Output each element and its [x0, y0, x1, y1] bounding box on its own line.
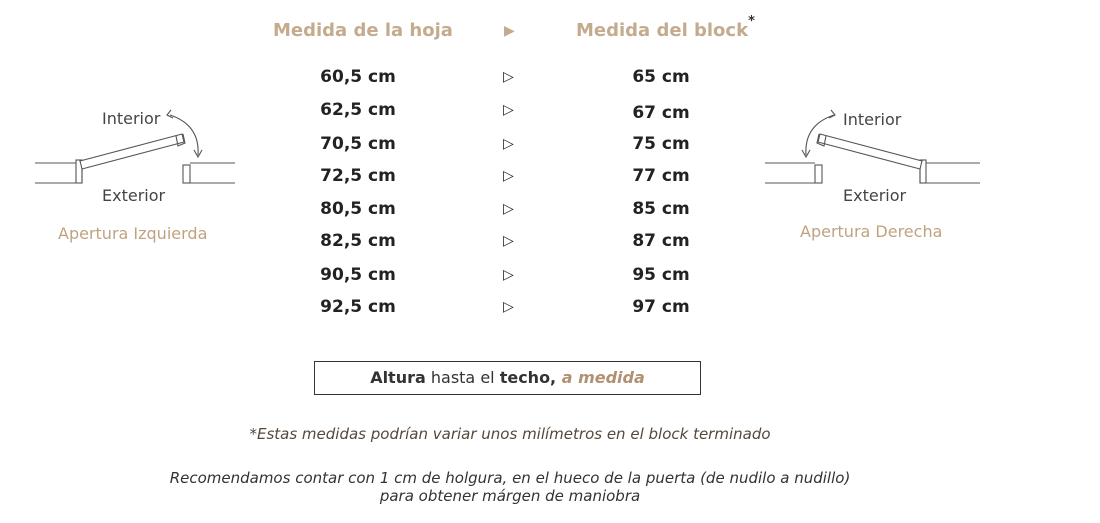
table-row — [0, 297, 1100, 321]
row-arrow-icon: ▷ — [503, 168, 514, 184]
sheet-size-cell: 82,5 cm — [320, 231, 396, 251]
block-size-cell: 97 cm — [632, 297, 690, 317]
height-bold-label: Altura — [370, 368, 426, 387]
sheet-size-cell: 72,5 cm — [320, 166, 396, 186]
block-size-cell: 95 cm — [632, 265, 690, 285]
row-arrow-icon: ▷ — [503, 233, 514, 249]
row-arrow-icon: ▷ — [503, 299, 514, 315]
right-interior-label: Interior — [843, 110, 902, 129]
custom-measure-label: a medida — [556, 368, 645, 387]
block-size-cell: 87 cm — [632, 231, 690, 251]
row-arrow-icon: ▷ — [503, 201, 514, 217]
sheet-size-cell: 90,5 cm — [320, 265, 396, 285]
row-arrow-icon: ▷ — [503, 102, 514, 118]
row-arrow-icon: ▷ — [503, 267, 514, 283]
asterisk-mark: * — [748, 14, 755, 29]
measurement-disclaimer: *Estas medidas podrían variar unos milímetros en el block terminado — [249, 425, 771, 443]
block-size-cell: 77 cm — [632, 166, 690, 186]
height-info-box — [314, 361, 701, 395]
clearance-line-2: para obtener márgen de maniobra — [379, 487, 641, 505]
clearance-recommendation — [0, 469, 1020, 505]
right-exterior-label: Exterior — [843, 186, 907, 205]
sheet-size-cell: 80,5 cm — [320, 199, 396, 219]
table-row — [0, 265, 1100, 289]
sheet-size-cell: 70,5 cm — [320, 134, 396, 154]
block-size-cell: 65 cm — [632, 67, 690, 87]
left-interior-label: Interior — [102, 109, 161, 128]
left-opening-caption: Apertura Izquierda — [58, 224, 208, 243]
ceiling-bold-label: techo, — [499, 368, 557, 387]
left-exterior-label: Exterior — [102, 186, 166, 205]
clearance-line-1: Recomendamos contar con 1 cm de holgura, en el hueco de la puerta (de nudilo a nudillo) — [169, 469, 851, 487]
row-arrow-icon: ▷ — [503, 136, 514, 152]
sheet-size-cell: 60,5 cm — [320, 67, 396, 87]
row-arrow-icon: ▷ — [503, 69, 514, 85]
sheet-size-cell: 92,5 cm — [320, 297, 396, 317]
header-arrow-icon: ▶ — [504, 23, 515, 39]
block-size-cell: 67 cm — [632, 103, 690, 123]
table-row — [0, 67, 1100, 91]
block-size-cell: 85 cm — [632, 199, 690, 219]
sheet-size-cell: 62,5 cm — [320, 100, 396, 120]
header-block-size — [576, 14, 755, 41]
right-opening-caption: Apertura Derecha — [800, 222, 943, 241]
header-sheet-size: Medida de la hoja — [273, 20, 453, 41]
header-block-label: Medida del block — [576, 20, 749, 41]
height-text: hasta el — [425, 368, 500, 387]
block-size-cell: 75 cm — [632, 134, 690, 154]
